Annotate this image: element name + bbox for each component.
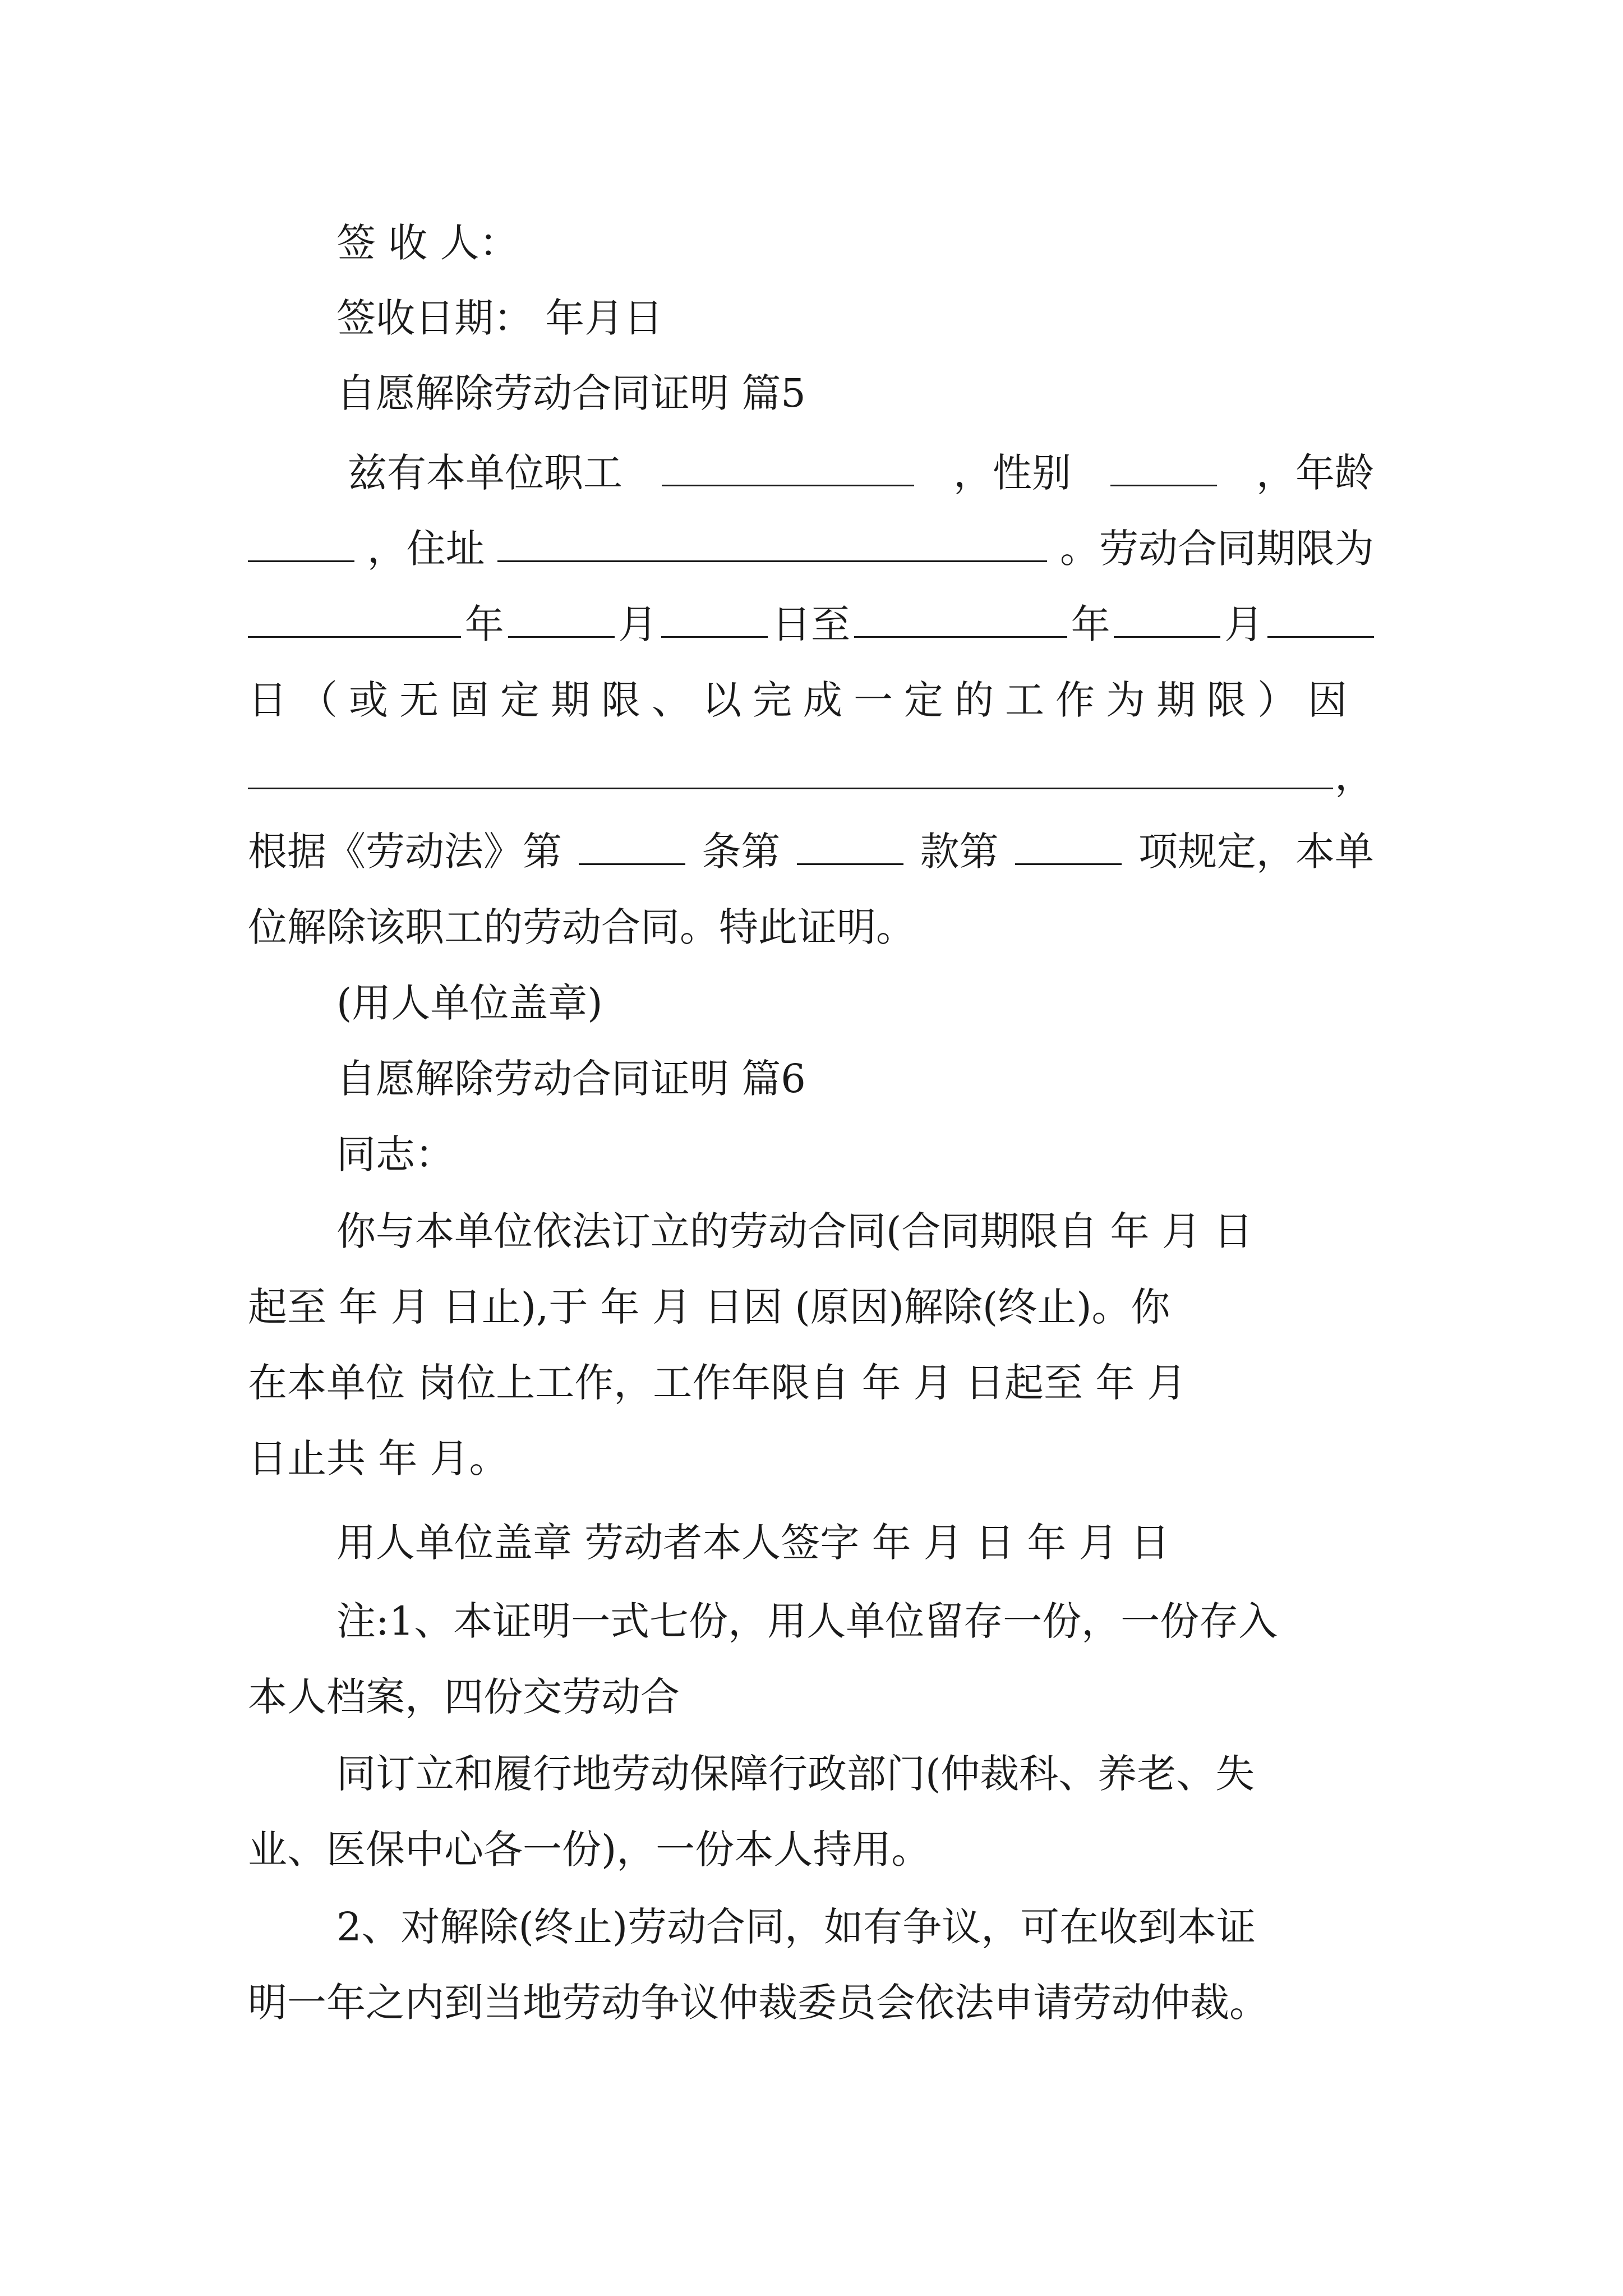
text-segment: 项规定，本单 [1138,829,1374,875]
note-line: 同订立和履行地劳动保障行政部门(仲裁科、养老、失 [336,1751,1255,1797]
blank-line [1110,449,1217,486]
text-segment: 日至 [771,601,850,647]
blank-line [248,752,1333,789]
blank-line [1114,601,1220,638]
employer-seal-note: (用人单位盖章) [336,980,603,1026]
text-segment: 月 [618,601,658,647]
text-segment: 兹有本单位职工 [348,450,623,496]
section-6-heading: 自愿解除劳动合同证明 篇6 [336,1056,806,1102]
text-segment: 款第 [920,829,999,875]
text-segment: ，住址 [367,526,485,572]
section-5-heading: 自愿解除劳动合同证明 篇5 [336,370,806,416]
text-segment: ，性别 [953,450,1071,496]
section-5-row-5 [248,748,1374,804]
blank-line [248,601,461,638]
note-line: 业、医保中心各一份)，一份本人持用。 [248,1826,931,1872]
blank-line [248,525,354,562]
note-line: 注:1、本证明一式七份，用人单位留存一份，一份存入 [336,1598,1278,1644]
blank-line [662,449,914,486]
text-segment: 。劳动合同期限为 [1059,526,1374,572]
text-segment: 月 [1224,601,1264,647]
text-segment: ， [1335,753,1374,799]
section-5-row-3 [248,596,1374,652]
para-line: 在本单位 岗位上工作，工作年限自 年 月 日起至 年 月 [248,1360,1187,1406]
blank-line [1267,601,1374,638]
section-5-row-6 [248,823,1374,880]
blank-line [854,601,1067,638]
blank-line [508,601,615,638]
note-line: 2、对解除(终止)劳动合同，如有争议，可在收到本证 [336,1904,1256,1950]
blank-line [579,828,685,865]
section-5-row-7: 位解除该职工的劳动合同。特此证明。 [248,904,915,950]
section-5-row-2 [248,521,1374,577]
para-line: 日止共 年 月。 [248,1435,509,1481]
section-5-row-1 [348,445,1374,501]
note-line: 明一年之内到当地劳动争议仲裁委员会依法申请劳动仲裁。 [248,1980,1269,2026]
blank-line [797,828,903,865]
para-line: 起至 年 月 日止),于 年 月 日因 (原因)解除(终止)。你 [248,1284,1170,1330]
salutation: 同志： [336,1131,454,1177]
blank-line [497,525,1047,562]
blank-line [1015,828,1122,865]
sign-date-label: 签收日期： 年月日 [336,295,663,341]
para-line: 你与本单位依法订立的劳动合同(合同期限自 年 月 日 [336,1208,1253,1254]
text-segment: 条第 [702,829,781,875]
blank-line [661,601,768,638]
text-segment: ，年龄 [1256,450,1374,496]
section-5-row-4: 日（或无固定期限、以完成一定的工作为期限）因 [248,677,1358,723]
note-line: 本人档案，四份交劳动合 [248,1674,680,1720]
text-segment: 根据《劳动法》第 [248,829,562,875]
recipient-label: 签 收 人： [336,220,519,266]
signature-line: 用人单位盖章 劳动者本人签字 年 月 日 年 月 日 [336,1520,1170,1566]
text-segment: 年 [1071,601,1110,647]
text-segment: 年 [464,601,504,647]
